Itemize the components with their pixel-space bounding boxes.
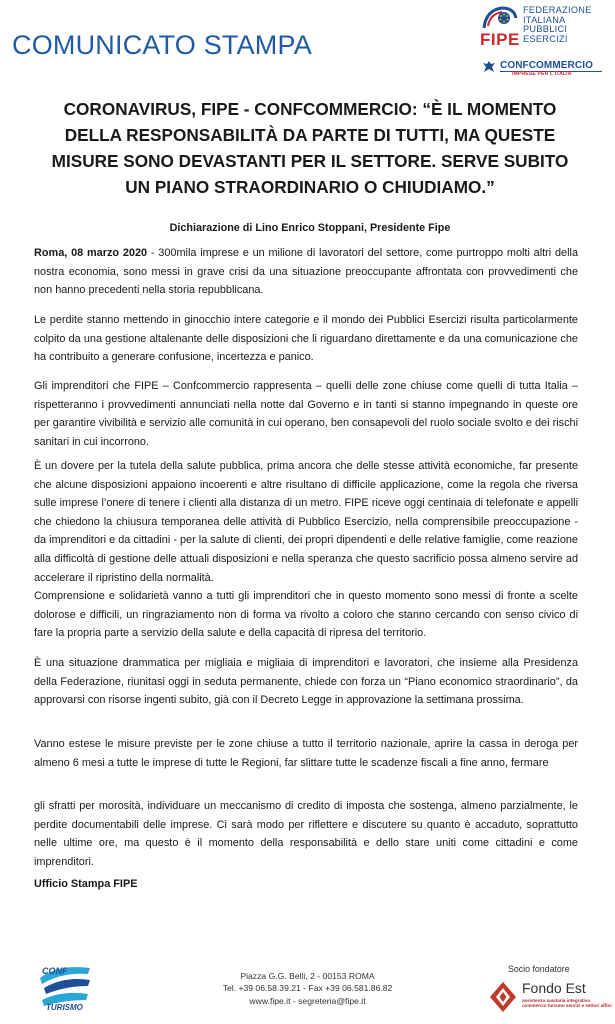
confcommercio-name: CONFCOMMERCIO: [500, 60, 593, 71]
paragraph-5: Comprensione e solidarietà vanno a tutti gli imprenditori che in questo momento sono messi di fronte a scelte dolorose e difficili, un ringraziamento non di forma va rivolto a coloro che stanno cercando con senso civico di fare la propria parte a servizio della salute e della capacità di ripresa del territorio.: [34, 590, 578, 640]
address-line: Piazza G.G. Belli, 2 - 00153 ROMA: [240, 971, 375, 981]
press-release-subhead: Dichiarazione di Lino Enrico Stoppani, Presidente Fipe: [169, 222, 451, 234]
fipe-wordmark: FIPE: [480, 30, 520, 49]
fipe-logo: [478, 4, 608, 78]
eagle-icon: [482, 60, 496, 74]
footer-address: [200, 970, 415, 1007]
paragraph-3: Gli imprenditori che FIPE – Confcommercio rappresenta – quelli delle zone chiuse come quelli di tutta Italia –rispetteranno i provvedimenti annunciati nella notte dal Governo e in tanti si stanno impegnando in queste ore per garantire vivibilità e servizio alle comunità in cui operano, ben consapevoli del ruolo sociale svolto e dei rischi sanitari in cui incorrono.: [34, 380, 578, 448]
press-release-headline: CORONAVIRUS, FIPE - CONFCOMMERCIO: “È IL MOMENTO DELLA RESPONSABILITÀ DA PARTE DI TUTTI, MA QUESTE MISURE SONO DEVASTANTI PER IL SETTORE. SERVE SUBITO UN PIANO STRAORDINARIO O CHIUDIAMO.”: [51, 99, 569, 197]
fondo-est-mark-icon: [488, 980, 518, 1014]
fondo-est-logo: [488, 976, 612, 1020]
paragraph-4: È un dovere per la tutela della salute pubblica, prima ancora che delle stesse attività economiche, far presente che alcune disposizioni appaiono incoerenti e altre risultano di difficile applicazione, come la regola che riversa sulle imprese l’onere di tenere i clienti alla distanza di un metro. FIPE riceve oggi centinaia di telefonate e appelli che chiedono la chiusura temporanea delle attività di Pubblico Esercizio, nella comprensibile preoccupazione - da imprenditori e da cittadini - per la salute di clienti, dei propri dipendenti e delle relative famiglie, come reazione alla difficoltà di gestione delle attuali disposizioni e nella speranza che questo sacrificio possa almeno servire ad accelerare il ripristino della normalità.: [34, 460, 578, 584]
web-email-line: www.fipe.it - segreteria@fipe.it: [249, 995, 366, 1006]
paragraph-6: È una situazione drammatica per migliaia e migliaia di imprenditori e lavoratori, che insieme alla Presidenza della Federazione, riunitasi oggi in seduta permanente, chiede con forza un “Piano economico straordinario”, da approvarsi con risorse ingenti subito, già con il Decreto Legge in approvazione la settimana prossima.: [34, 657, 578, 707]
paragraph-1: [34, 244, 578, 300]
signoff: Ufficio Stampa FIPE: [34, 878, 138, 890]
svg-text:TURISMO: TURISMO: [46, 1003, 83, 1012]
page-title: COMUNICATO STAMPA: [12, 30, 312, 60]
dateline: Roma, 08 marzo 2020: [34, 247, 148, 259]
paragraph-1-text: - 300mila imprese e un milione di lavoratori del settore, come purtroppo molti altri della nostra economia, sono messi in grave crisi da una situazione preoccupante affrontata con provvedimenti che non hanno precedenti nella storia repubblicana.: [34, 247, 579, 297]
confcommercio-logo: [478, 58, 608, 78]
fipe-org-name: [523, 6, 592, 44]
fondo-est-name: Fondo Est: [522, 980, 586, 996]
confcommercio-tagline: IMPRESE PER L'ITALIA: [512, 71, 572, 77]
paragraph-2: Le perdite stanno mettendo in ginocchio intere categorie e il mondo dei Pubblici Esercizi risulta particolarmente colpito da una gestione altalenante delle disposizioni che li riguardano direttamente e da una comunicazione che ha contribuito a generare confusione, incertezza e panico.: [34, 314, 578, 364]
paragraph-7: Vanno estese le misure previste per le zone chiuse a tutto il territorio nazionale, aprire la cassa in deroga per almeno 6 mesi a tutte le imprese di tutte le Regioni, far slittare tutte le scadenze fiscali a fine anno, fermare: [34, 738, 578, 769]
paragraph-8: gli sfratti per morosità, individuare un meccanismo di credito di imposta che sostenga, almeno parzialmente, le perdite documentabili delle imprese. Ci sarà modo per riflettere e discutere su quanto è accaduto, soprattutto nelle ultime ore, ma questo è il momento della responsabilità e dello stare uniti come cittadini e come imprenditori.: [34, 800, 578, 868]
fipe-org-line: ESERCIZI: [523, 33, 568, 44]
phone-fax-line: Tel. +39 06.58.39.21 - Fax +39 06.581.86.82: [222, 983, 393, 994]
svg-text:CONF: CONF: [42, 966, 68, 976]
socio-fondatore-label: Socio fondatore: [508, 964, 570, 974]
fipe-org-line: PUBBLICI: [523, 24, 568, 35]
fondo-est-tagline: assistenza sanitaria integrativa commercio turismo servizi e settori affini: [522, 998, 612, 1009]
conf-turismo-logo: [38, 960, 92, 1012]
fipe-org-line: FEDERAZIONE: [523, 5, 592, 15]
fipe-org-line: ITALIANA: [523, 14, 566, 25]
